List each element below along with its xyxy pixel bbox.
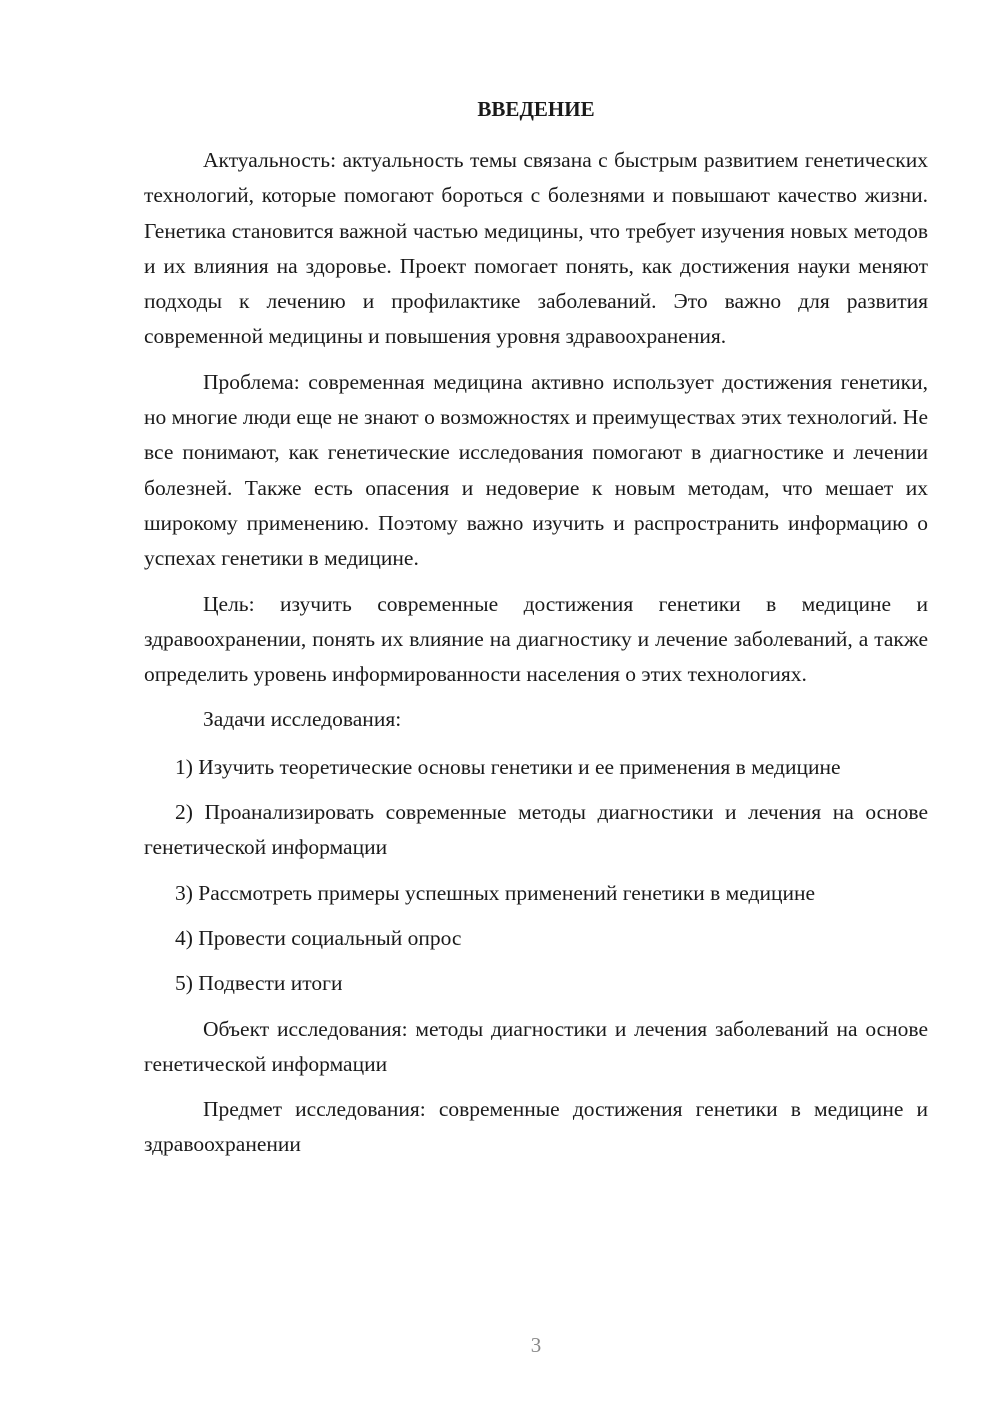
relevance-paragraph: Актуальность: актуальность темы связана с быстрым развитием генетических технологий, которые помогают бороться с болезнями и повышают качество жизни. Генетика становится важной частью медицины, что требует изучения новых методов и их влияния на здоровье. Проект помогает понять, как достижения науки меняют подходы к лечению и профилактике заболеваний. Это важно для развития современной медицины и повышения уровня здравоохранения. <box>144 148 928 349</box>
list-item: 5) Подвести итоги <box>175 971 343 996</box>
page-number: 3 <box>530 1333 542 1357</box>
problem-paragraph: Проблема: современная медицина активно использует достижения генетики, но многие люди еще не знают о возможностях и преимуществах этих технологий. Не все понимают, как генетические исследования помогают в диагностике и лечении болезней. Также есть опасения и недоверие к новым методам, что мешает их широкому применению. Поэтому важно изучить и распространить информацию о успехах генетики в медицине. <box>144 369 928 571</box>
list-item: 4) Провести социальный опрос <box>175 925 462 950</box>
document-page <box>144 92 928 1173</box>
tasks-title: Задачи исследования: <box>203 707 402 732</box>
goal-paragraph: Цель: изучить современные достижения генетики в медицине и здравоохранении, понять их влияние на диагностику и лечение заболеваний, а также определить уровень информированности населения о этих технологиях. <box>144 591 928 687</box>
list-item: 2) Проанализировать современные методы диагностики и лечения на основе генетической информации <box>144 800 928 860</box>
object-paragraph: Объект исследования: методы диагностики и лечения заболеваний на основе генетической информации <box>144 1016 928 1076</box>
tasks-list <box>144 750 928 1002</box>
list-item: 3) Рассмотреть примеры успешных применений генетики в медицине <box>175 880 816 905</box>
list-item: 1) Изучить теоретические основы генетики и ее применения в медицине <box>175 754 841 779</box>
subject-paragraph: Предмет исследования: современные достижения генетики в медицине и здравоохранении <box>144 1097 928 1157</box>
page-title: ВВЕДЕНИЕ <box>477 97 595 121</box>
